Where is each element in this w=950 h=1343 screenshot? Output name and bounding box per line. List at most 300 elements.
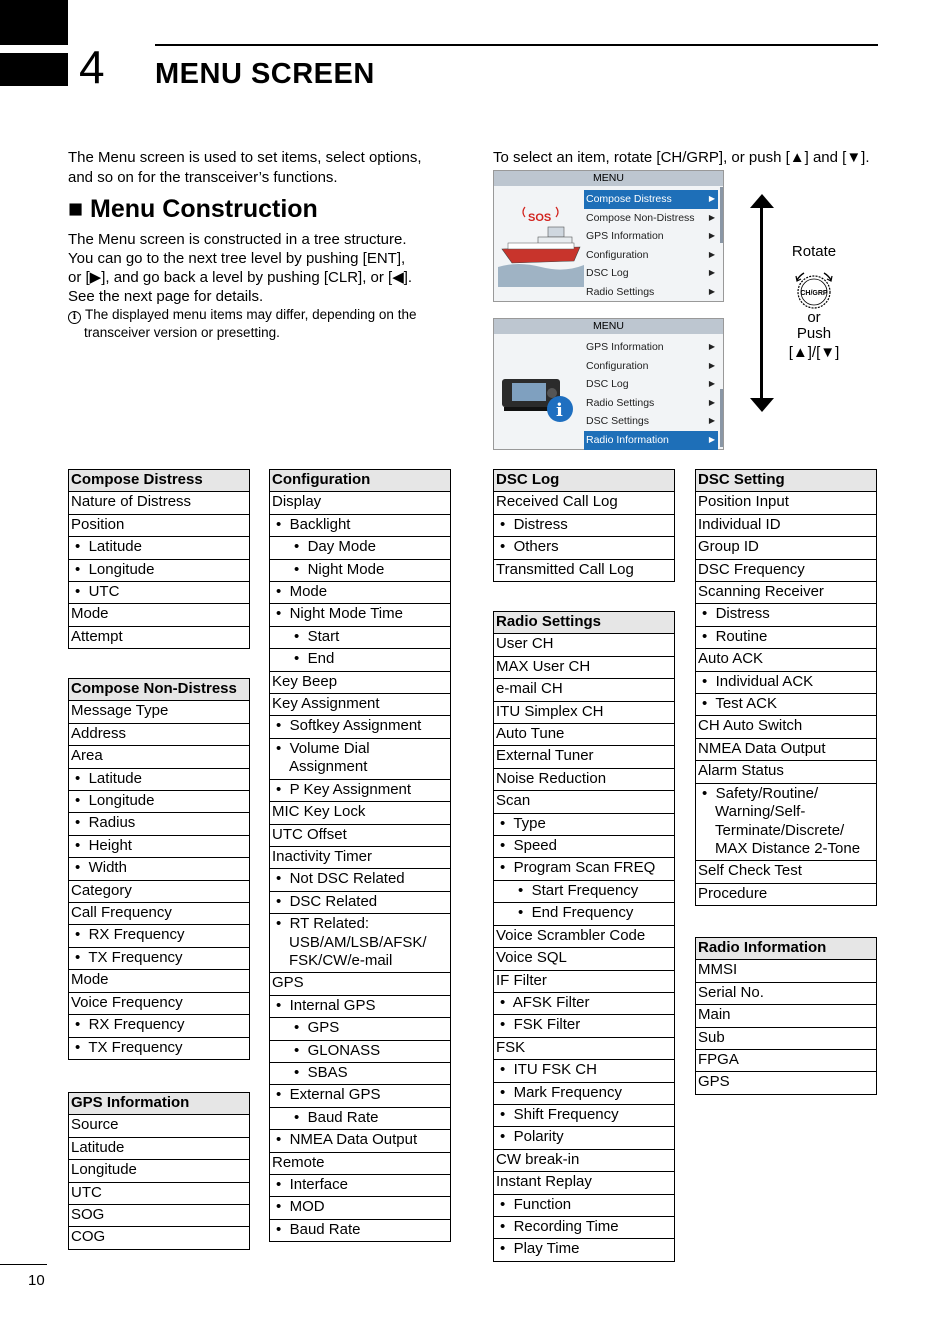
menu-row-internal-gps [270,995,451,1017]
bullet-icon: • [75,1038,89,1056]
menu-subitem-text: Width [88,859,127,877]
menu-row-fsk [494,1037,675,1059]
page-number: 10 [28,1272,45,1289]
chapter-number: 4 [79,41,105,93]
bullet-icon: • [276,1086,290,1104]
menu-subitem [69,1015,250,1037]
bullet-icon: • [276,1198,290,1216]
bullet-icon: • [75,792,89,810]
bullet-icon: • [75,859,89,877]
menu-row-sbas [270,1062,451,1084]
menu-row-longitude [69,1160,250,1182]
menu-subitem [69,582,250,604]
menu-subitem-text: Softkey Assignment [289,717,422,735]
menu-item-label: Voice Frequency [69,992,250,1014]
menu-row-scanning-receiver [696,582,877,604]
menu-row-softkey-assignment [270,716,451,738]
menu-subitem-text: Distress [715,605,770,623]
menu-row-baud-rate [270,1219,451,1241]
bullet-icon: • [500,1195,514,1213]
menu-row-utc [69,582,250,604]
screen-2-item-radio-settings[interactable]: Radio Settings ▶ [584,394,718,413]
menu-row-mode [270,582,451,604]
menu-subitem [696,694,877,716]
menu-subitem-text: Latitude [88,769,142,787]
menu-item-label: Call Frequency [69,903,250,925]
screen-1-item-compose-distress[interactable]: Compose Distress ▶ [584,190,718,209]
menu-subitem-label [500,1061,672,1079]
menu-row-instant-replay [494,1172,675,1194]
menu-row-inactivity-timer [270,846,451,868]
menu-table-dsc-setting [695,469,877,906]
ch-grp-knob-icon[interactable] [792,270,836,314]
menu-subitem [494,813,675,835]
bullet-icon: • [75,1016,89,1034]
menu-subitem [69,768,250,790]
bullet-icon: • [500,1240,514,1258]
bullet-icon: • [518,904,532,922]
bullet-icon: • [276,870,290,888]
menu-row-category [69,880,250,902]
arrow-right-icon: ▶ [708,231,715,241]
menu-subitem-text: Radius [88,814,136,832]
menu-subitem [270,1175,451,1197]
section-paragraph-2: You can go to the next tree level by pushing [ENT], [68,250,406,267]
menu-subitem-label [276,1198,448,1216]
menu-subitem [270,995,451,1017]
menu-subitem [696,626,877,648]
menu-subitem [494,1104,675,1126]
menu-table-header [494,470,675,492]
screen-2-item-gps-information[interactable]: GPS Information ▶ [584,338,718,357]
menu-subitem [494,1127,675,1149]
menu-subitem [69,791,250,813]
menu-subitem [270,1062,451,1084]
menu-item-label: Position [69,514,250,536]
menu-row-rt-related-usb-am-lsb-afsk-fsk-cw-e-mail [270,914,451,973]
menu-subitem [696,604,877,626]
arrow-right-icon: ▶ [708,416,715,426]
menu-subitem [494,858,675,880]
menu-subitem-label [500,815,672,833]
menu-subitem-text: MOD [289,1198,325,1216]
menu-subitem-label [75,814,247,832]
bullet-icon: • [294,1108,308,1126]
bullet-icon: • [518,881,532,899]
bullet-icon: • [276,717,290,735]
menu-table-title: Radio Information [696,938,877,960]
menu-subitem-text: DSC Related [289,892,378,910]
bullet-icon: • [294,1041,308,1059]
menu-subitem [69,925,250,947]
menu-subitem-text: Day Mode [307,538,376,556]
menu-subitem [696,671,877,693]
section-paragraph-3: or [▶], and go back a level by pushing [CLR], or [◀]. [68,269,413,286]
menu-subitem-label [500,1016,672,1034]
menu-subitem [494,1194,675,1216]
bullet-icon: • [500,1016,514,1034]
menu-item-label: GPS [696,1072,877,1094]
menu-subitem [270,537,451,559]
menu-subitem [69,835,250,857]
menu-subitem-text: Mode [289,583,328,601]
push-text: Push [796,325,832,342]
menu-item-label: Self Check Test [696,861,877,883]
menu-subitem-text: FSK Filter [513,1016,581,1034]
menu-item-label: Voice Scrambler Code [494,925,675,947]
menu-subitem-label [276,583,448,601]
menu-subitem-label [276,717,448,735]
menu-table-header [69,470,250,492]
menu-subitem-label [276,781,448,799]
menu-subitem-label [702,605,874,623]
screen-1-menu-list [584,190,718,302]
menu-table-title: DSC Setting [696,470,877,492]
menu-subitem-text: External GPS [289,1086,381,1104]
menu-row-start-frequency [494,880,675,902]
menu-subitem-label [276,870,448,888]
bullet-icon: • [75,926,89,944]
screen-1-item-compose-non-distress[interactable]: Compose Non-Distress ▶ [584,209,718,228]
menu-table-title: Compose Non-Distress [69,679,250,701]
menu-item-label: Message Type [69,701,250,723]
menu-table-title: DSC Log [494,470,675,492]
menu-row-function [494,1194,675,1216]
or-label: or [807,309,821,326]
menu-subitem-label [276,915,448,970]
menu-subitem [69,537,250,559]
menu-subitem-text: Baud Rate [307,1108,379,1126]
screen-2-scrollbar[interactable] [720,389,723,447]
menu-table-header [696,470,877,492]
bullet-icon: • [702,672,716,690]
menu-row-noise-reduction [494,768,675,790]
screen-2-item-dsc-log[interactable]: DSC Log ▶ [584,375,718,394]
menu-subitem [696,783,877,861]
menu-subitem-label [702,673,874,691]
menu-subitem [69,858,250,880]
menu-row-self-check-test [696,861,877,883]
menu-subitem [270,914,451,973]
menu-row-individual-id [696,514,877,536]
menu-item-label: Scanning Receiver [696,582,877,604]
menu-subitem-label [276,1086,448,1104]
menu-table-radio-information [695,937,877,1095]
menu-row-distress [494,514,675,536]
menu-row-transmitted-call-log [494,559,675,581]
menu-subitem-label [276,516,448,534]
menu-row-auto-tune [494,724,675,746]
menu-item-label: Longitude [69,1160,250,1182]
section-heading: ■ Menu Construction [68,195,318,223]
menu-subitem-label [702,695,874,713]
arrow-right-icon: ▶ [708,434,715,444]
menu-subitem-label [294,538,448,556]
menu-item-label: Alarm Status [696,761,877,783]
menu-subitem-label [500,516,672,534]
bullet-icon: • [276,892,290,910]
menu-row-tx-frequency [69,947,250,969]
menu-row-test-ack [696,694,877,716]
distress-ship-image [498,197,584,287]
menu-row-nature-of-distress [69,492,250,514]
menu-row-external-gps [270,1085,451,1107]
screen-2-item-dsc-settings[interactable]: DSC Settings ▶ [584,412,718,431]
menu-row-baud-rate [270,1107,451,1129]
menu-subitem-label [294,628,448,646]
bullet-icon: • [500,1083,514,1101]
menu-row-backlight [270,514,451,536]
menu-row-sub [696,1027,877,1049]
menu-row-gps [696,1072,877,1094]
menu-table-compose-distress [68,469,250,649]
screen-2-menu-list [584,338,718,450]
menu-row-max-user-ch [494,656,675,678]
menu-subitem-text: Polarity [513,1128,564,1146]
push-label [775,324,853,362]
menu-subitem [494,992,675,1014]
menu-subitem-text: TX Frequency [88,1038,183,1056]
menu-subitem-text: NMEA Data Output [289,1131,418,1149]
info-letter: i [556,400,563,421]
screen-2-item-radio-information[interactable]: Radio Information ▶ [584,431,718,450]
menu-table-header [69,679,250,701]
menu-subitem-text: Start [307,627,340,645]
menu-row-mmsi [696,960,877,982]
menu-subitem-label [500,1106,672,1124]
menu-subitem-text: End Frequency [531,904,634,922]
menu-item-label: Voice SQL [494,948,675,970]
menu-table-header [69,1093,250,1115]
menu-row-day-mode [270,537,451,559]
menu-item-label: Source [69,1115,250,1137]
menu-row-not-dsc-related [270,869,451,891]
menu-item-label: UTC Offset [270,824,451,846]
menu-row-distress [696,604,877,626]
menu-subitem-label [276,1176,448,1194]
menu-subitem [270,1085,451,1107]
menu-subitem-text: Interface [289,1176,348,1193]
section-paragraph-4: See the next page for details. [68,288,264,305]
menu-subitem [270,582,451,604]
menu-row-utc-offset [270,824,451,846]
rotate-label: Rotate [791,243,837,260]
menu-item-label: Auto ACK [696,649,877,671]
menu-item-label: Procedure [696,883,877,905]
arrow-right-icon: ▶ [708,360,715,370]
bullet-icon: • [276,605,290,623]
menu-subitem-text: Type [513,814,546,832]
menu-subitem-text: Latitude [88,538,142,556]
menu-row-mic-key-lock [270,802,451,824]
bullet-icon: • [294,560,308,578]
menu-subitem-label [75,949,247,967]
menu-table-dsc-log [493,469,675,582]
menu-subitem-text: Test ACK [715,695,778,713]
menu-item-label: DSC Frequency [696,559,877,581]
menu-row-position [69,514,250,536]
menu-subitem-text: Not DSC Related [289,870,405,888]
menu-subitem-text: GLONASS [307,1041,381,1059]
menu-item-label: MAX User CH [494,656,675,678]
menu-subitem-label [294,650,448,668]
note-text: The displayed menu items may differ, depending on the transceiver version or presetting. [84,307,417,340]
menu-subitem-text: Backlight [289,515,351,533]
menu-item-label: Scan [494,791,675,813]
menu-table-header [696,938,877,960]
menu-item-label: Main [696,1005,877,1027]
menu-table-header [494,612,675,634]
menu-item-label: Display [270,492,451,514]
bullet-icon: • [500,1105,514,1123]
menu-subitem-label [75,538,247,556]
menu-row-radius [69,813,250,835]
menu-subitem-text: RT Related: USB/AM/LSB/AFSK/ FSK/CW/e-mail [289,915,427,969]
menu-item-label: SOG [69,1205,250,1227]
menu-item-label: GPS [270,973,451,995]
menu-subitem-text: Recording Time [513,1217,619,1235]
menu-row-fsk-filter [494,1015,675,1037]
menu-row-utc [69,1182,250,1204]
menu-item-label: Address [69,723,250,745]
menu-subitem-label [276,740,448,777]
bullet-icon: • [500,1128,514,1146]
menu-subitem [270,1219,451,1241]
menu-subitem-label [75,1039,247,1057]
menu-table-radio-settings [493,611,675,1262]
menu-subitem-text: P Key Assignment [289,780,412,798]
menu-item-label: External Tuner [494,746,675,768]
menu-row-mod [270,1197,451,1219]
menu-subitem-label [518,882,672,900]
menu-row-external-tuner [494,746,675,768]
menu-row-night-mode [270,559,451,581]
menu-item-label: Area [69,746,250,768]
bullet-icon: • [276,996,290,1014]
menu-subitem-text: Play Time [513,1240,580,1258]
menu-subitem-label [500,1128,672,1146]
chapter-tab-top [0,0,68,45]
menu-row-attempt [69,626,250,648]
screen-1-item-gps-information[interactable]: GPS Information ▶ [584,227,718,246]
bullet-icon: • [500,993,513,1011]
menu-row-afsk-filter [494,992,675,1014]
select-instruction: To select an item, rotate [CH/GRP], or push [▲] and [▼]. [493,149,870,166]
screen-1-item-dsc-log[interactable]: DSC Log ▶ [584,264,718,283]
menu-subitem-text: Function [513,1195,572,1213]
menu-subitem-text: Individual ACK [715,672,814,690]
knob-label: CH/GRP [800,290,828,297]
menu-subitem-label [500,859,672,877]
menu-subitem-text: ITU FSK CH [513,1061,597,1079]
menu-item-label: Position Input [696,492,877,514]
menu-row-safety-routine-warning-self-terminate-discrete-max-distance-2-tone [696,783,877,861]
menu-item-label: ITU Simplex CH [494,701,675,723]
menu-subitem-text: End [307,650,335,668]
bullet-icon: • [500,1061,514,1079]
menu-screen-2 [493,318,724,450]
menu-row-voice-frequency [69,992,250,1014]
menu-row-type [494,813,675,835]
menu-row-address [69,723,250,745]
menu-subitem [270,649,451,671]
screen-2-item-configuration[interactable]: Configuration ▶ [584,357,718,376]
menu-subitem-text: TX Frequency [88,948,183,966]
screen-1-item-configuration[interactable]: Configuration ▶ [584,246,718,265]
menu-subitem-text: Internal GPS [289,996,376,1014]
bullet-icon: • [75,948,89,966]
menu-row-ch-auto-switch [696,716,877,738]
menu-row-call-frequency [69,903,250,925]
menu-subitem-text: Longitude [88,792,155,810]
menu-subitem-label [702,785,874,859]
bullet-icon: • [75,769,89,787]
menu-row-received-call-log [494,492,675,514]
menu-subitem-label [702,628,874,646]
menu-subitem-label [500,1218,672,1236]
menu-table-title: Compose Distress [69,470,250,492]
menu-item-label: Mode [69,970,250,992]
screen-1-item-radio-settings[interactable]: Radio Settings ▶ [584,283,718,302]
menu-subitem [270,1130,451,1152]
menu-subitem-label [75,583,247,601]
bullet-icon: • [702,605,716,623]
menu-subitem-text: Night Mode [307,560,385,578]
bullet-icon: • [276,1220,290,1238]
menu-table-title: Radio Settings [494,612,675,634]
menu-subitem-label [75,926,247,944]
menu-row-p-key-assignment [270,779,451,801]
menu-row-gps [270,973,451,995]
menu-item-label: Individual ID [696,514,877,536]
menu-item-label: MIC Key Lock [270,802,451,824]
menu-row-display [270,492,451,514]
menu-item-label: Received Call Log [494,492,675,514]
menu-subitem-text: Speed [513,837,557,855]
bullet-icon: • [500,538,514,556]
arrow-right-icon: ▶ [708,286,715,296]
bullet-icon: • [75,583,89,601]
info-icon: i [68,311,81,324]
menu-item-label: FPGA [696,1050,877,1072]
menu-subitem-label [500,1240,672,1258]
menu-row-glonass [270,1040,451,1062]
push-keys: [▲]/[▼] [788,344,840,361]
radio-info-image [498,345,584,435]
menu-subitem-label [276,1131,448,1149]
menu-table-header [270,470,451,492]
menu-subitem-text: RX Frequency [88,1016,185,1034]
section-paragraph-1: The Menu screen is constructed in a tree structure. [68,231,407,248]
note [68,306,448,342]
menu-item-label: Noise Reduction [494,768,675,790]
menu-subitem-text: Routine [715,627,768,645]
menu-subitem-label [500,538,672,556]
menu-item-label: Key Assignment [270,694,451,716]
bullet-icon: • [75,538,89,556]
bullet-icon: • [276,780,290,798]
bullet-icon: • [276,515,290,533]
menu-row-rx-frequency [69,1015,250,1037]
screen-1-scrollbar[interactable] [720,187,723,243]
menu-subitem [270,1197,451,1219]
bullet-icon: • [75,560,89,578]
intro-line-1: The Menu screen is used to set items, select options, [68,149,422,166]
menu-row-volume-dial-assignment [270,738,451,779]
menu-item-label: CW break-in [494,1149,675,1171]
menu-item-label: Inactivity Timer [270,846,451,868]
bullet-icon: • [702,627,716,645]
